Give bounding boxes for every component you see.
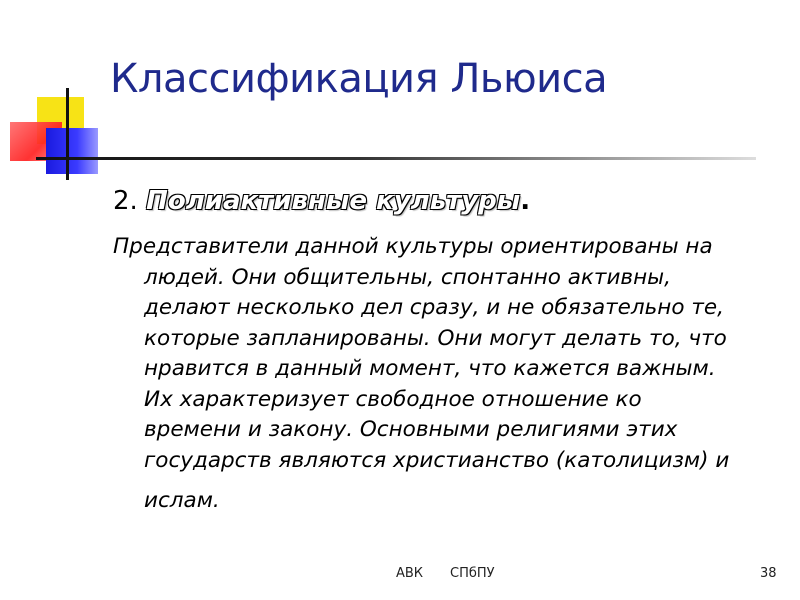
body-line: делают несколько дел сразу, и не обязательно те, <box>144 295 724 320</box>
body-line: Их характеризует свободное отношение ко <box>144 386 642 412</box>
slide-subtitle <box>113 186 530 216</box>
subtitle-period: . <box>520 186 531 216</box>
body-line: времени и закону. Основными религиями этих <box>144 417 678 442</box>
footer-middle-text: СПбПУ <box>450 566 495 581</box>
decor-blue-square <box>46 128 98 174</box>
slide-body <box>113 232 773 517</box>
subtitle-emphasis: Полиактивные культуры <box>146 186 521 216</box>
body-line: государств являются христианство (католицизм) и <box>144 447 730 473</box>
subtitle-number: 2. <box>113 186 147 216</box>
footer-page-number: 38 <box>760 566 777 581</box>
decor-vertical-line <box>66 88 69 180</box>
body-line: людей. Они общительны, спонтанно активны, <box>144 264 671 290</box>
body-line: нравится в данный момент, что кажется важным. <box>144 356 716 381</box>
slide-title: Классификация Льюиса <box>110 56 608 102</box>
title-underline <box>36 157 756 160</box>
body-line: которые запланированы. Они могут делать то, что <box>144 325 727 351</box>
body-line: ислам. <box>144 488 220 513</box>
footer-left-text: АВК <box>396 566 424 581</box>
body-line: Представители данной культуры ориентированы на <box>113 234 713 259</box>
